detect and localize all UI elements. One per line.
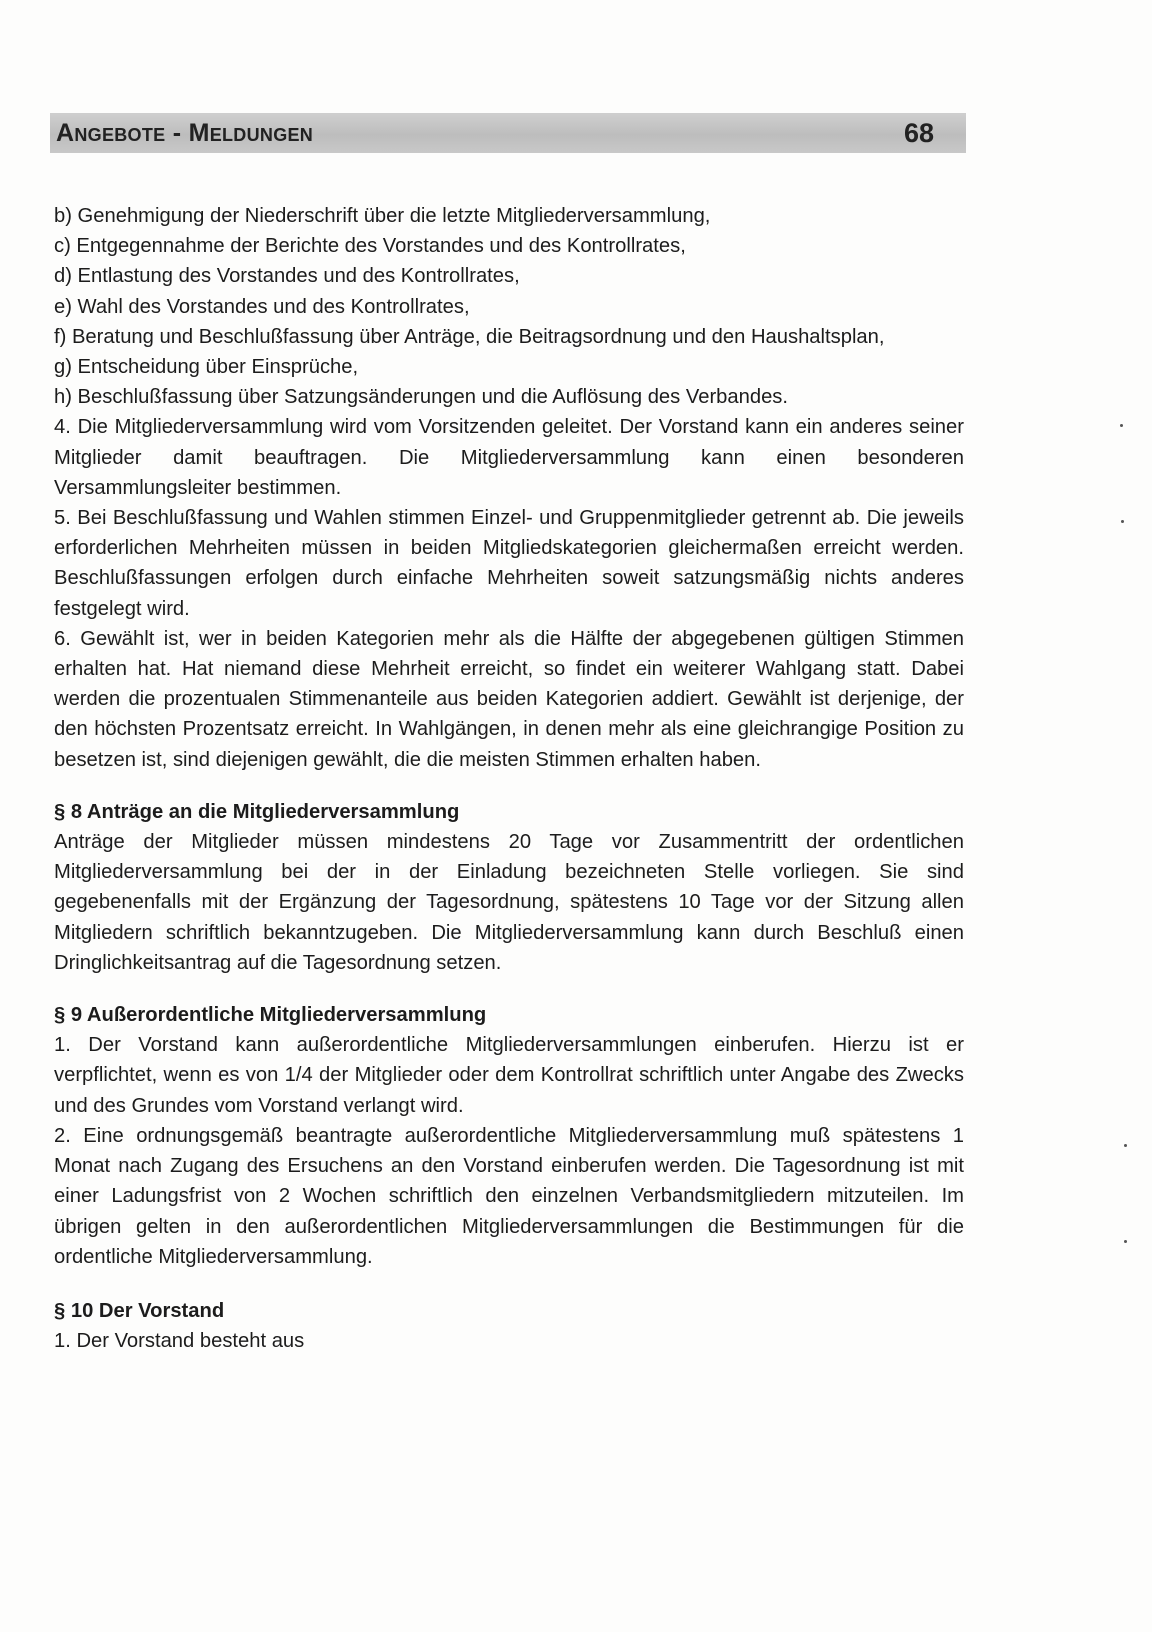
scan-speck [1124, 1144, 1127, 1147]
list-item-b: b) Genehmigung der Niederschrift über die letzte Mitgliederversammlung, [54, 205, 711, 227]
section-10-heading: § 10 Der Vorstand [54, 1299, 225, 1322]
scan-speck [1120, 424, 1123, 427]
section-10-text: 1. Der Vorstand besteht aus [54, 1330, 305, 1353]
list-item-f: f) Beratung und Beschlußfassung über Anträge, die Beitragsordnung und den Haushaltsplan, [54, 325, 885, 348]
list-item-g: g) Entscheidung über Einsprüche, [54, 356, 359, 379]
section-9-heading: § 9 Außerordentliche Mitgliederversammlung [54, 1004, 487, 1027]
page-number: 68 [903, 117, 934, 148]
page-content [54, 201, 964, 1356]
section-9-paragraph-1: 1. Der Vorstand kann außerordentliche Mitgliederversammlungen einberufen. Hierzu ist er verpflichtet, wenn es von 1/4 der Mitglieder oder dem Kontrollrat schriftlich unter Angabe des Zwecks und des Grundes vom Vorstand verlangt wird. [54, 1034, 964, 1117]
list-item-e: e) Wahl des Vorstandes und des Kontrollrates, [54, 295, 470, 318]
section-8 [54, 797, 964, 978]
paragraph-6: 6. Gewählt ist, wer in beiden Kategorien mehr als die Hälfte der abgegebenen gültigen Stimmen erhalten hat. Hat niemand diese Mehrheit erreicht, so findet ein weiterer Wahlgang statt. Dabei werden die prozentualen Stimmenanteile aus beiden Kategorien addiert. Gewählt ist derjenige, der den höchsten Prozentsatz erreicht. In Wahlgängen, in denen mehr als eine gleichrangige Position zu besetzen ist, sind diejenigen gewählt, die die meisten Stimmen erhalten haben. [54, 627, 964, 771]
list-item-c: c) Entgegennahme der Berichte des Vorstandes und des Kontrollrates, [54, 235, 686, 258]
list-item-d: d) Entlastung des Vorstandes und des Kontrollrates, [54, 265, 520, 288]
page-header-bar [50, 113, 966, 153]
paragraph-4: 4. Die Mitgliederversammlung wird vom Vorsitzenden geleitet. Der Vorstand kann ein anderes seiner Mitglieder damit beauftragen. Die Mitgliederversammlung kann einen besonderen Versammlungsleiter bestimmen. [54, 416, 964, 499]
section-9 [54, 1000, 964, 1272]
list-item-h: h) Beschlußfassung über Satzungsänderungen und die Auflösung des Verbandes. [54, 386, 789, 409]
section-8-heading: § 8 Anträge an die Mitgliederversammlung [54, 800, 460, 823]
section-10 [54, 1296, 964, 1356]
list-block [54, 201, 964, 412]
paragraph-5: 5. Bei Beschlußfassung und Wahlen stimmen Einzel- und Gruppenmitglieder getrennt ab. Die jeweils erforderlichen Mehrheiten müssen in beiden Mitgliedskategorien gleichermaßen erreicht werden. Beschlußfassungen erfolgen durch einfache Mehrheiten soweit satzungsmäßig nichts anderes festgelegt wird. [54, 507, 964, 620]
section-8-text: Anträge der Mitglieder müssen mindestens 20 Tage vor Zusammentritt der ordentlichen Mitgliederversammlung bei der in der Einladung bezeichneten Stelle vorliegen. Sie sind gegebenenfalls mit der Ergänzung der Tagesordnung, spätestens 10 Tage vor der Sitzung allen Mitgliedern schriftlich bekanntzugeben. Die Mitgliederversammlung kann durch Beschluß einen Dringlichkeitsantrag auf die Tagesordnung setzen. [54, 831, 964, 974]
scan-speck [1124, 1240, 1127, 1243]
scan-speck [1121, 520, 1124, 523]
header-title: Angebote - Meldungen [56, 118, 314, 147]
section-9-paragraph-2: 2. Eine ordnungsgemäß beantragte außerordentliche Mitgliederversammlung muß spätestens 1 Monat nach Zugang des Ersuchens an den Vorstand einberufen werden. Die Tagesordnung ist mit einer Ladungsfrist von 2 Wochen schriftlich den einzelnen Verbandsmitgliedern mitzuteilen. Im übrigen gelten in den außerordentlichen Mitgliederversammlungen die Bestimmungen für die ordentliche Mitgliederversammlung. [54, 1124, 964, 1268]
